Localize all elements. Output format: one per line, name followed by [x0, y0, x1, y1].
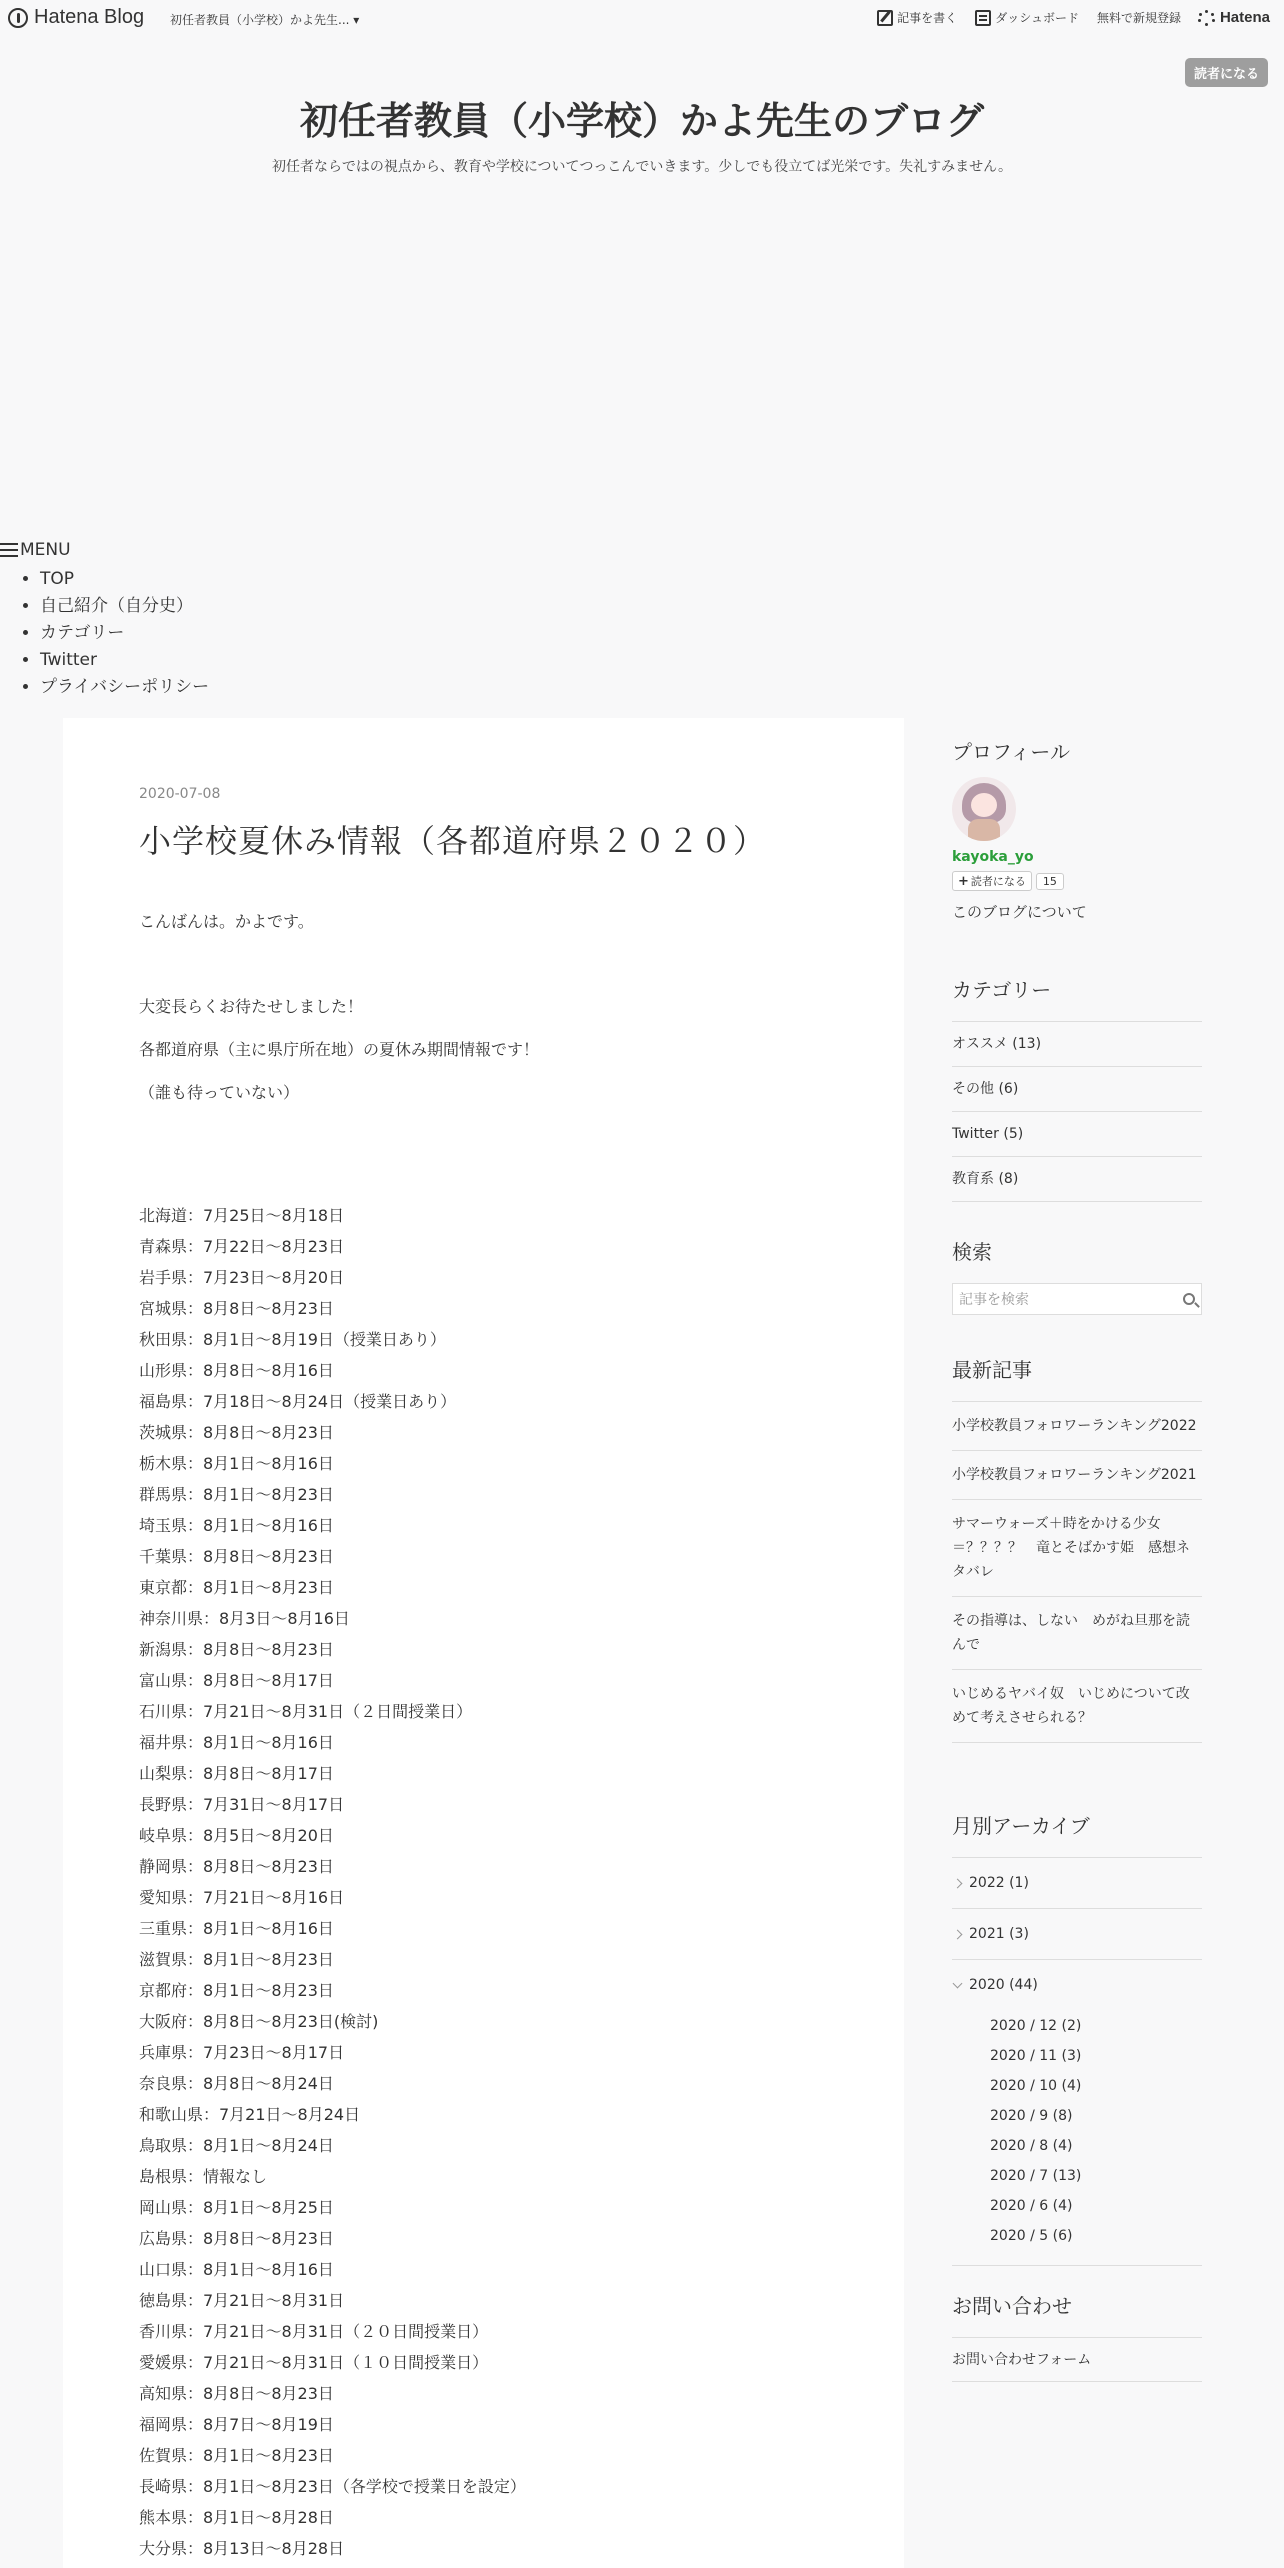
prefecture-line: 新潟県：8月8日〜8月23日 — [139, 1640, 334, 1659]
archive-month[interactable]: 2020 / 6 (4) — [990, 2198, 1073, 2214]
intro-line: 各都道府県（主に県庁所在地）の夏休み期間情報です！ — [139, 1040, 540, 1059]
prefecture-line: 愛媛県：7月21日〜8月31日（１０日間授業日） — [139, 2353, 489, 2372]
entry-intro — [139, 985, 839, 1114]
prefecture-line: 埼玉県：8月1日～8月16日 — [139, 1516, 334, 1535]
dashboard-icon — [975, 10, 991, 26]
plus-icon: + — [958, 873, 969, 889]
prefecture-line: 群馬県：8月1日～8月23日 — [139, 1485, 334, 1504]
about-blog-link[interactable]: このブログについて — [952, 903, 1087, 921]
hatena-label: Hatena — [1219, 9, 1270, 26]
prefecture-line: 兵庫県：7月23日〜8月17日 — [139, 2043, 345, 2062]
write-entry-link[interactable] — [877, 9, 957, 26]
prefecture-line: 長崎県：8月1日～8月23日（各学校で授業日を設定） — [139, 2477, 526, 2496]
prefecture-line: 栃木県：8月1日～8月16日 — [139, 1454, 334, 1473]
archive-month[interactable]: 2020 / 5 (6) — [990, 2228, 1073, 2244]
archive-month[interactable]: 2020 / 10 (4) — [990, 2078, 1082, 2094]
blog-switcher[interactable]: 初任者教員（小学校）かよ先生... ▾ — [170, 13, 360, 27]
prefecture-line: 香川県：7月21日〜8月31日（２０日間授業日） — [139, 2322, 489, 2341]
profile-subscribe-button[interactable] — [952, 871, 1032, 891]
archive-year-label: 2020 (44) — [969, 1977, 1038, 1993]
menu-item-twitter[interactable]: • Twitter — [40, 647, 209, 674]
search-input[interactable] — [952, 1283, 1202, 1315]
entry-greeting: こんばんは。かよです。 — [139, 912, 314, 931]
archive-year-label: 2022 (1) — [969, 1874, 1029, 1891]
hamburger-icon — [0, 543, 18, 557]
prefecture-line: 滋賀県：8月1日～8月23日 — [139, 1950, 334, 1969]
prefecture-line: 高知県：8月8日～8月23日 — [139, 2384, 334, 2403]
prefecture-line: 山口県：8月1日～8月16日 — [139, 2260, 334, 2279]
prefecture-line: 愛知県：7月21日～8月16日 — [139, 1888, 345, 1907]
intro-line: 大変長らくお待たせしました！ — [139, 997, 364, 1016]
prefecture-line: 京都府：8月1日～8月23日 — [139, 1981, 334, 2000]
blog-title[interactable]: 初任者教員（小学校）かよ先生のブログ — [299, 99, 984, 143]
prefecture-line: 福岡県：8月7日～8月19日 — [139, 2415, 334, 2434]
entry-title[interactable]: 小学校夏休み情報（各都道府県２０２０） — [139, 822, 767, 860]
prefecture-line: 徳島県：7月21日〜8月31日 — [139, 2291, 345, 2310]
prefecture-line: 福井県：8月1日～8月16日 — [139, 1733, 334, 1752]
hatena-dots-icon — [1199, 10, 1215, 26]
recent-entry[interactable]: 小学校教員フォロワーランキング2021 — [952, 1451, 1202, 1500]
main-content — [63, 718, 904, 2568]
menu-item-top[interactable]: • TOP — [40, 566, 209, 593]
search-icon[interactable] — [1183, 1293, 1195, 1305]
prefecture-line: 山形県：8月8日〜8月16日 — [139, 1361, 334, 1380]
dashboard-link[interactable] — [975, 9, 1079, 26]
hatena-blog-logo-icon — [8, 8, 28, 28]
prefecture-line: 島根県：情報なし — [139, 2167, 268, 2186]
prefecture-line: 静岡県：8月8日〜8月23日 — [139, 1857, 334, 1876]
profile-module — [952, 736, 1202, 922]
archive-year[interactable] — [952, 1858, 1202, 1909]
prefecture-line: 東京都：8月1日～8月23日 — [139, 1578, 334, 1597]
global-menu — [0, 540, 209, 701]
entry-date[interactable]: 2020-07-08 — [139, 786, 221, 802]
brand-text: Hatena Blog — [34, 6, 145, 28]
category-module — [952, 974, 1202, 1202]
contact-heading: お問い合わせ — [952, 2290, 1202, 2338]
archive-year[interactable] — [952, 1960, 1202, 2011]
archive-month[interactable]: 2020 / 11 (3) — [990, 2048, 1082, 2064]
prefecture-line: 千葉県：8月8日〜8月23日 — [139, 1547, 334, 1566]
archive-month[interactable]: 2020 / 7 (13) — [990, 2168, 1082, 2184]
category-item[interactable]: Twitter (5) — [952, 1112, 1202, 1157]
prefecture-line: 熊本県：8月1日～8月28日 — [139, 2508, 334, 2527]
register-link[interactable]: 無料で新規登録 — [1096, 11, 1181, 25]
category-item[interactable]: オススメ (13) — [952, 1022, 1202, 1067]
chevron-right-icon — [953, 1878, 963, 1888]
archive-module — [952, 1810, 1202, 2266]
subscriber-count[interactable]: 15 — [1036, 873, 1064, 890]
recent-entry[interactable]: いじめるヤバイ奴 いじめについて改めて考えさせられる？ — [952, 1670, 1202, 1743]
prefecture-line: 大分県：8月13日～8月28日 — [139, 2539, 345, 2558]
chevron-down-icon — [953, 1979, 963, 1989]
avatar[interactable] — [952, 777, 1016, 841]
dashboard-label: ダッシュボード — [995, 11, 1079, 25]
prefecture-line: 北海道：7月25日〜8月18日 — [139, 1206, 345, 1225]
recent-entry[interactable]: サマーウォーズ＋時をかける少女＝？？？？ 竜とそばかす姫 感想ネタバレ — [952, 1500, 1202, 1597]
contact-module — [952, 2290, 1202, 2382]
search-module — [952, 1236, 1202, 1315]
global-header — [0, 0, 1284, 38]
archive-year[interactable] — [952, 1909, 1202, 1960]
prefecture-line: 石川県：7月21日〜8月31日（２日間授業日） — [139, 1702, 473, 1721]
hatena-link[interactable] — [1199, 9, 1270, 26]
archive-months — [952, 2011, 1202, 2266]
prefecture-list — [139, 1200, 839, 2564]
search-placeholder: 記事を検索 — [959, 1292, 1029, 1308]
search-heading: 検索 — [952, 1240, 992, 1264]
intro-line: （誰も待っていない） — [139, 1083, 300, 1102]
prefecture-line: 宮城県：8月8日〜8月23日 — [139, 1299, 334, 1318]
profile-username[interactable]: kayoka_yo — [952, 849, 1034, 865]
recent-heading: 最新記事 — [952, 1354, 1202, 1402]
contact-form-link[interactable]: お問い合わせフォーム — [952, 2338, 1202, 2382]
archive-month[interactable]: 2020 / 12 (2) — [990, 2018, 1082, 2034]
category-item[interactable]: その他 (6) — [952, 1067, 1202, 1112]
profile-subscribe-label: 読者になる — [970, 875, 1026, 888]
archive-month[interactable]: 2020 / 8 (4) — [990, 2138, 1073, 2154]
menu-item-profile[interactable]: • 自己紹介（自分史） — [40, 593, 209, 620]
subscribe-button[interactable]: 読者になる — [1185, 58, 1268, 87]
prefecture-line: 大阪府：8月8日～8月23日(検討) — [139, 2012, 379, 2031]
archive-heading: 月別アーカイブ — [952, 1810, 1202, 1858]
prefecture-line: 福島県：7月18日〜8月24日（授業日あり） — [139, 1392, 457, 1411]
prefecture-line: 佐賀県：8月1日～8月23日 — [139, 2446, 334, 2465]
blog-description: 初任者ならではの視点から、教育や学校についてつっこんでいきます。少しでも役立てば光栄です。失礼すみません。 — [271, 159, 1013, 175]
hatena-blog-logo[interactable] — [8, 6, 144, 29]
recent-entries-module — [952, 1354, 1202, 1743]
prefecture-line: 広島県：8月8日～8月23日 — [139, 2229, 334, 2248]
prefecture-line: 奈良県：8月8日～8月24日 — [139, 2074, 334, 2093]
archive-year-label: 2021 (3) — [969, 1925, 1029, 1942]
entry — [139, 786, 839, 2564]
prefecture-line: 岐阜県：8月5日～8月20日 — [139, 1826, 334, 1845]
prefecture-line: 青森県：7月22日〜8月23日 — [139, 1237, 345, 1256]
menu-item-category[interactable]: • カテゴリー — [40, 620, 209, 647]
category-heading: カテゴリー — [952, 974, 1202, 1022]
prefecture-line: 富山県：8月8日〜8月17日 — [139, 1671, 334, 1690]
prefecture-line: 山梨県：8月8日〜8月17日 — [139, 1764, 334, 1783]
category-item[interactable]: 教育系 (8) — [952, 1157, 1202, 1202]
recent-entry[interactable]: 小学校教員フォロワーランキング2022 — [952, 1402, 1202, 1451]
archive-month[interactable]: 2020 / 9 (8) — [990, 2108, 1073, 2124]
prefecture-line: 鳥取県：8月1日～8月24日 — [139, 2136, 334, 2155]
prefecture-line: 茨城県：8月8日〜8月23日 — [139, 1423, 334, 1442]
prefecture-line: 和歌山県：7月21日～8月24日 — [139, 2105, 361, 2124]
profile-heading: プロフィール — [952, 740, 1070, 764]
prefecture-line: 岡山県：8月1日～8月25日 — [139, 2198, 334, 2217]
prefecture-line: 岩手県：7月23日〜8月20日 — [139, 1268, 345, 1287]
menu-toggle[interactable] — [0, 540, 209, 560]
chevron-right-icon — [953, 1929, 963, 1939]
prefecture-line: 三重県：8月1日～8月16日 — [139, 1919, 334, 1938]
menu-item-privacy[interactable]: • プライバシーポリシー — [40, 674, 209, 701]
prefecture-line: 秋田県：8月1日〜8月19日（授業日あり） — [139, 1330, 446, 1349]
pencil-icon — [877, 10, 893, 26]
write-entry-label: 記事を書く — [897, 11, 958, 25]
recent-entry[interactable]: その指導は、しない めがね旦那を読んで — [952, 1597, 1202, 1670]
menu-label: MENU — [20, 540, 71, 560]
prefecture-line: 神奈川県：8月3日～8月16日 — [139, 1609, 350, 1628]
prefecture-line: 長野県：7月31日～8月17日 — [139, 1795, 345, 1814]
